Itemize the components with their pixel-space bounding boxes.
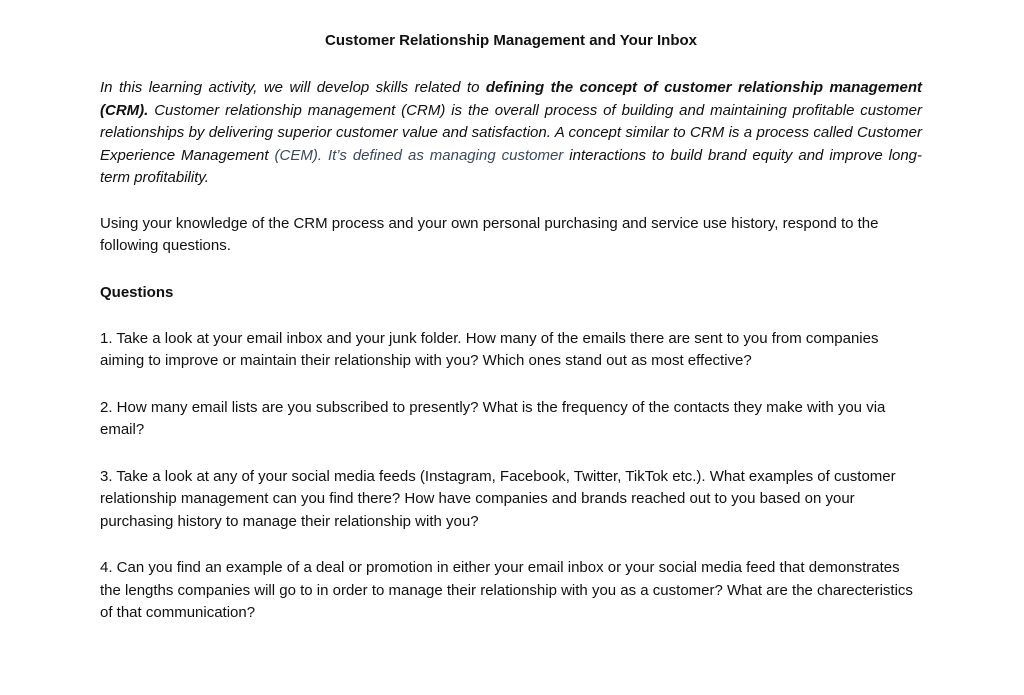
question-1: 1. Take a look at your email inbox and your junk folder. How many of the emails there are sent to you from companies aiming to improve or maintain their relationship with you? Which ones stand out as most effective? — [100, 329, 879, 369]
intro-paragraph — [100, 77, 922, 190]
question-2: 2. How many email lists are you subscribed to presently? What is the frequency of the contacts they make with you via email? — [100, 398, 886, 438]
intro-text-1: In this learning activity, we will develop skills related to — [100, 79, 486, 96]
question-3: 3. Take a look at any of your social media feeds (Instagram, Facebook, Twitter, TikTok etc.). What examples of customer relationship management can you find there? How have companies and brands reached out to you based on your purchasing history to manage their relationship with you? — [100, 467, 896, 530]
intro-bold-definition: defining the concept of customer relationship management (CRM). — [100, 79, 922, 119]
document-title: Customer Relationship Management and Your Inbox — [325, 32, 697, 49]
question-4: 4. Can you find an example of a deal or promotion in either your email inbox or your social media feed that demonstrates the lengths companies will go to in order to manage their relationship with you as a customer? What are the charecteristics of that communication? — [100, 559, 913, 621]
intro-text-3: interactions to build brand equity and improve long-term profitability. — [100, 146, 922, 186]
intro-text-2: Customer relationship management (CRM) is the overall process of building and maintaining profitable customer relationships by delivering superior customer value and satisfaction. A concept similar to CRM is a process called Customer Experience Management — [100, 101, 922, 164]
questions-heading: Questions — [100, 283, 174, 301]
instructions-paragraph: Using your knowledge of the CRM process and your own personal purchasing and service use history, respond to the following questions. — [100, 214, 879, 254]
document-page — [100, 30, 922, 649]
intro-cem-text: (CEM). It’s defined as managing customer — [274, 146, 564, 164]
